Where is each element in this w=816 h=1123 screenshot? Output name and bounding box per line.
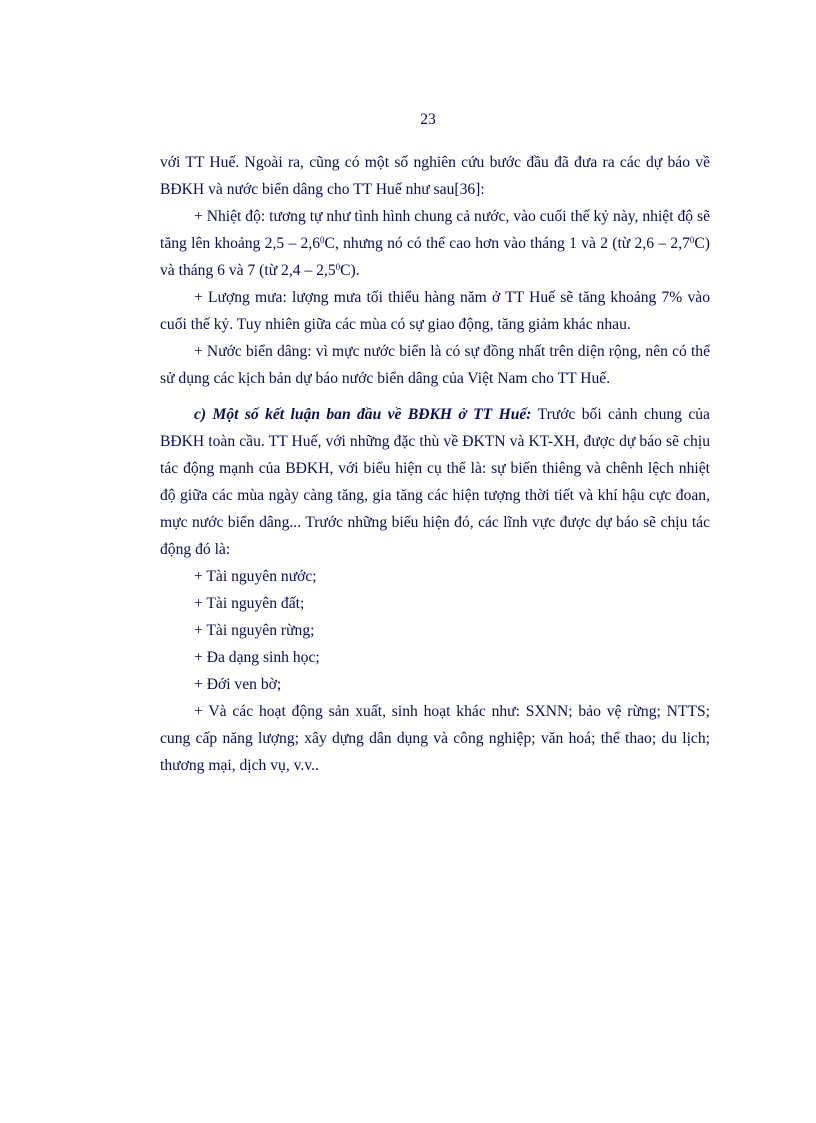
- impact-item-biodiversity: + Đa dạng sinh học;: [194, 649, 320, 666]
- impact-item-water: + Tài nguyên nước;: [194, 568, 317, 585]
- impact-item-coastal-zone: + Đới ven bờ;: [194, 676, 282, 693]
- conclusion-heading: c) Một số kết luận ban đầu về BĐKH ở TT Huế:: [194, 406, 532, 423]
- temperature-text-2: C, nhưng nó có thể cao hơn vào tháng 1 và 2 (từ 2,6 – 2,7: [324, 235, 690, 252]
- intro-paragraph: với TT Huế. Ngoài ra, cũng có một số nghiên cứu bước đầu đã đưa ra các dự báo về BĐKH và nước biển dâng cho TT Huế như sau[36]:: [160, 154, 710, 198]
- degree-superscript-1: 0: [320, 235, 325, 245]
- page-content: [160, 149, 710, 779]
- rainfall-paragraph: + Lượng mưa: lượng mưa tối thiểu hàng năm ở TT Huế sẽ tăng khoảng 7% vào cuối thế kỷ. Tuy nhiên giữa các mùa có sự giao động, tăng giảm khác nhau.: [160, 289, 710, 333]
- temperature-text-4: C).: [340, 262, 360, 279]
- degree-superscript-3: 0: [335, 262, 341, 272]
- impact-item-land: + Tài nguyên đất;: [194, 595, 305, 612]
- page-number: 23: [420, 111, 436, 128]
- conclusion-body: Trước bối cảnh chung của BĐKH toàn cầu. TT Huế, với những đặc thù về ĐKTN và KT-XH, được dự báo sẽ chịu tác động mạnh của BĐKH, với biểu hiện cụ thể là: sự biến thiêng và chênh lệch nhiệt độ giữa các mùa ngày càng tăng, gia tăng các hiện tượng thời tiết và khí hậu cực đoan, mực nước biển dâng... Trước những biểu hiện đó, các lĩnh vực được dự báo sẽ chịu tác động đó là:: [160, 406, 710, 558]
- temperature-paragraph: [160, 203, 710, 284]
- impact-item-forest: + Tài nguyên rừng;: [194, 622, 315, 639]
- degree-superscript-2: 0: [689, 235, 695, 245]
- temperature-text-3: C) và tháng 6 và 7 (từ 2,4 – 2,5: [160, 235, 710, 279]
- activities-paragraph: + Và các hoạt động sản xuất, sinh hoạt khác như: SXNN; bảo vệ rừng; NTTS; cung cấp năng lượng; xây dựng dân dụng và công nghiệp; văn hoá; thể thao; du lịch; thương mại, dịch vụ, v.v..: [160, 703, 710, 774]
- conclusion-paragraph: [160, 401, 710, 563]
- sea-level-paragraph: + Nước biển dâng: vì mực nước biển là có sự đồng nhất trên diện rộng, nên có thể sử dụng các kịch bản dự báo nước biển dâng của Việt Nam cho TT Huế.: [160, 343, 710, 387]
- temperature-text-1: + Nhiệt độ: tương tự như tình hình chung cả nước, vào cuối thế kỷ này, nhiệt độ sẽ tăng lên khoảng 2,5 – 2,6: [160, 208, 710, 252]
